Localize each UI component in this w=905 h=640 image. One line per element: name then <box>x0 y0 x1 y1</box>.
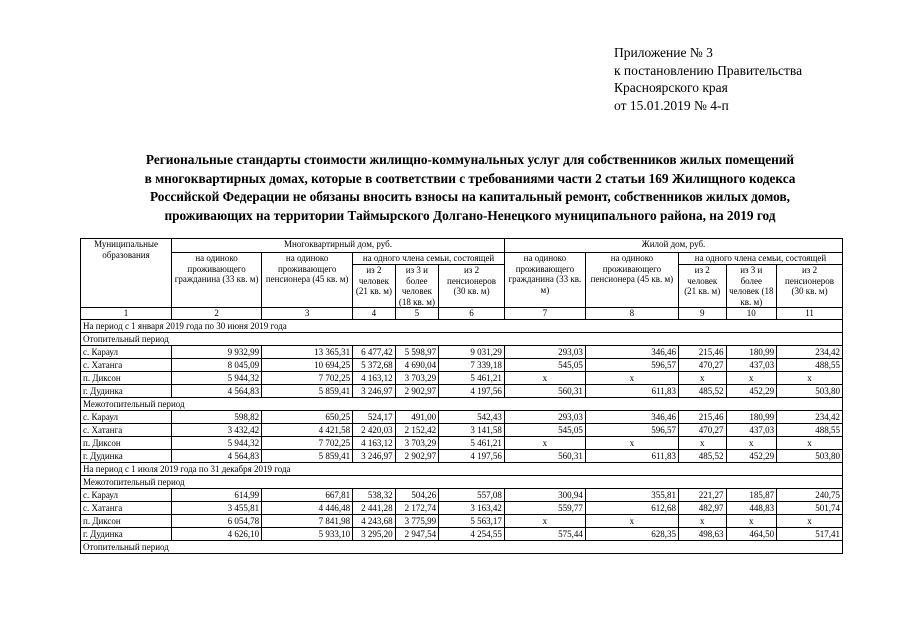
value-cell: 4 243,68 <box>353 514 395 527</box>
municipality-cell: с. Хатанга <box>81 501 172 514</box>
municipality-cell: п. Диксон <box>81 514 172 527</box>
value-cell: 221,27 <box>678 488 726 501</box>
value-cell: 234,42 <box>777 410 843 423</box>
value-cell: 598,82 <box>172 410 262 423</box>
header-family-member-house: на одного члена семьи, состоящей <box>678 253 842 265</box>
header-family-member: на одного члена семьи, состоящей <box>353 253 505 265</box>
value-cell: 503,80 <box>777 384 843 397</box>
municipality-cell: с. Караул <box>81 410 172 423</box>
header-single-citizen: на одиноко проживающего гражданина (33 кв. м) <box>172 253 262 308</box>
value-cell: 2 902,97 <box>395 449 439 462</box>
header-municipal: Муниципальные образования <box>81 239 172 308</box>
table-row <box>81 514 843 527</box>
column-number: 7 <box>504 308 585 320</box>
value-cell: 355,81 <box>585 488 678 501</box>
municipality-cell: с. Хатанга <box>81 358 172 371</box>
season-row-label: Отопительный период <box>81 332 843 345</box>
value-cell: 491,00 <box>395 410 439 423</box>
value-cell: 180,99 <box>726 410 777 423</box>
value-cell: 485,52 <box>678 449 726 462</box>
value-cell: 293,03 <box>504 345 585 358</box>
column-number: 8 <box>585 308 678 320</box>
value-cell: 2 947,54 <box>395 527 439 540</box>
value-cell: х <box>678 514 726 527</box>
value-cell: 4 197,56 <box>439 449 505 462</box>
value-cell: 650,25 <box>262 410 353 423</box>
value-cell: 501,74 <box>777 501 843 514</box>
value-cell: 5 372,68 <box>353 358 395 371</box>
table-row <box>81 358 843 371</box>
value-cell: 3 163,42 <box>439 501 505 514</box>
municipality-cell: с. Караул <box>81 488 172 501</box>
document-title <box>90 151 850 225</box>
column-number: 6 <box>439 308 505 320</box>
value-cell: 464,50 <box>726 527 777 540</box>
table-row <box>81 449 843 462</box>
value-cell: 4 163,12 <box>353 436 395 449</box>
value-cell: 346,46 <box>585 410 678 423</box>
header-two-pensioners: из 2 пенсионеров (30 кв. м) <box>439 265 505 308</box>
value-cell: 4 626,10 <box>172 527 262 540</box>
header-single-pensioner-house: на одиноко проживающего пенсионера (45 кв. м) <box>585 253 678 308</box>
column-number: 3 <box>262 308 353 320</box>
value-cell: 542,43 <box>439 410 505 423</box>
column-number: 4 <box>353 308 395 320</box>
value-cell: х <box>504 371 585 384</box>
period-row-label: На период с 1 января 2019 года по 30 июня 2019 года <box>81 319 843 332</box>
header-three-more-house: из 3 и более человек (18 кв. м) <box>726 265 777 308</box>
value-cell: 3 775,99 <box>395 514 439 527</box>
value-cell: х <box>726 371 777 384</box>
header-three-more: из 3 и более человек (18 кв. м) <box>395 265 439 308</box>
value-cell: 628,35 <box>585 527 678 540</box>
value-cell: х <box>777 371 843 384</box>
value-cell: 5 933,10 <box>262 527 353 540</box>
value-cell: 3 455,81 <box>172 501 262 514</box>
title-line: в многоквартирных домах, которые в соответствии с требованиями части 2 статьи 169 Жилищного кодекса <box>144 170 796 186</box>
value-cell: 7 702,25 <box>262 371 353 384</box>
municipality-cell: п. Диксон <box>81 371 172 384</box>
period-row <box>81 462 843 475</box>
appendix-line: Приложение № 3 <box>614 45 713 60</box>
value-cell: х <box>504 436 585 449</box>
value-cell: 5 461,21 <box>439 436 505 449</box>
value-cell: 4 690,04 <box>395 358 439 371</box>
value-cell: 596,57 <box>585 358 678 371</box>
value-cell: х <box>504 514 585 527</box>
value-cell: 240,75 <box>777 488 843 501</box>
value-cell: 611,83 <box>585 449 678 462</box>
season-row <box>81 332 843 345</box>
value-cell: 612,68 <box>585 501 678 514</box>
header-single-pensioner: на одиноко проживающего пенсионера (45 кв. м) <box>262 253 353 308</box>
column-number: 10 <box>726 308 777 320</box>
municipality-cell: с. Караул <box>81 345 172 358</box>
value-cell: 3 141,58 <box>439 423 505 436</box>
value-cell: х <box>777 436 843 449</box>
season-row-label: Отопительный период <box>81 540 843 553</box>
value-cell: 596,57 <box>585 423 678 436</box>
column-number: 11 <box>777 308 843 320</box>
header-two-people: из 2 человек (21 кв. м) <box>353 265 395 308</box>
value-cell: 2 420,03 <box>353 423 395 436</box>
season-row <box>81 475 843 488</box>
value-cell: 6 477,42 <box>353 345 395 358</box>
value-cell: 7 339,18 <box>439 358 505 371</box>
table-body <box>81 319 843 553</box>
header-single-citizen-house: на одиноко проживающего гражданина (33 кв. м) <box>504 253 585 308</box>
table-row <box>81 384 843 397</box>
value-cell: 437,03 <box>726 423 777 436</box>
value-cell: 545,05 <box>504 358 585 371</box>
value-cell: 5 944,32 <box>172 436 262 449</box>
value-cell: 4 197,56 <box>439 384 505 397</box>
value-cell: 545,05 <box>504 423 585 436</box>
value-cell: 485,52 <box>678 384 726 397</box>
header-two-people-house: из 2 человек (21 кв. м) <box>678 265 726 308</box>
season-row <box>81 397 843 410</box>
value-cell: 557,08 <box>439 488 505 501</box>
value-cell: х <box>585 436 678 449</box>
standards-table <box>80 238 843 554</box>
value-cell: 346,46 <box>585 345 678 358</box>
column-number: 1 <box>81 308 172 320</box>
value-cell: 575,44 <box>504 527 585 540</box>
value-cell: 180,99 <box>726 345 777 358</box>
value-cell: 614,99 <box>172 488 262 501</box>
municipality-cell: г. Дудинка <box>81 527 172 540</box>
title-line: проживающих на территории Таймырского Долгано-Ненецкого муниципального района, на 2019 год <box>164 207 776 223</box>
value-cell: 300,94 <box>504 488 585 501</box>
column-number: 9 <box>678 308 726 320</box>
appendix-block <box>614 44 802 114</box>
value-cell: 215,46 <box>678 410 726 423</box>
value-cell: 6 054,78 <box>172 514 262 527</box>
table-row <box>81 488 843 501</box>
value-cell: 488,55 <box>777 423 843 436</box>
value-cell: 611,83 <box>585 384 678 397</box>
value-cell: 448,83 <box>726 501 777 514</box>
column-number: 2 <box>172 308 262 320</box>
appendix-line: Красноярского края <box>614 80 728 95</box>
value-cell: 4 163,12 <box>353 371 395 384</box>
title-line: Региональные стандарты стоимости жилищно-коммунальных услуг для собственников жилых помещений <box>145 152 795 167</box>
value-cell: 2 441,28 <box>353 501 395 514</box>
table-row <box>81 371 843 384</box>
title-line: Российской Федерации не обязаны вносить взносы на капитальный ремонт, собственников жилых домов, <box>150 189 790 205</box>
value-cell: х <box>777 514 843 527</box>
value-cell: 3 703,29 <box>395 436 439 449</box>
table-row <box>81 527 843 540</box>
appendix-line: от 15.01.2019 № 4-п <box>614 97 729 113</box>
value-cell: 498,63 <box>678 527 726 540</box>
value-cell: х <box>678 436 726 449</box>
value-cell: х <box>585 371 678 384</box>
value-cell: 560,31 <box>504 384 585 397</box>
value-cell: 482,97 <box>678 501 726 514</box>
appendix-line: к постановлению Правительства <box>614 62 803 78</box>
value-cell: х <box>726 514 777 527</box>
value-cell: 452,29 <box>726 449 777 462</box>
table-row <box>81 410 843 423</box>
value-cell: 4 446,48 <box>262 501 353 514</box>
value-cell: 3 246,97 <box>353 449 395 462</box>
value-cell: 452,29 <box>726 384 777 397</box>
value-cell: 5 944,32 <box>172 371 262 384</box>
value-cell: 9 031,29 <box>439 345 505 358</box>
value-cell: 3 703,29 <box>395 371 439 384</box>
value-cell: 4 254,55 <box>439 527 505 540</box>
municipality-cell: с. Хатанга <box>81 423 172 436</box>
value-cell: 2 902,97 <box>395 384 439 397</box>
value-cell: 7 702,25 <box>262 436 353 449</box>
value-cell: 470,27 <box>678 358 726 371</box>
value-cell: х <box>678 371 726 384</box>
value-cell: 3 295,20 <box>353 527 395 540</box>
season-row <box>81 540 843 553</box>
value-cell: 215,46 <box>678 345 726 358</box>
table-row <box>81 436 843 449</box>
value-cell: 470,27 <box>678 423 726 436</box>
value-cell: 3 246,97 <box>353 384 395 397</box>
value-cell: 3 432,42 <box>172 423 262 436</box>
value-cell: 5 859,41 <box>262 384 353 397</box>
value-cell: 9 932,99 <box>172 345 262 358</box>
value-cell: 504,26 <box>395 488 439 501</box>
value-cell: 559,77 <box>504 501 585 514</box>
period-row-label: На период с 1 июля 2019 года по 31 декабря 2019 года <box>81 462 843 475</box>
value-cell: 4 564,83 <box>172 384 262 397</box>
season-row-label: Межотопительный период <box>81 397 843 410</box>
value-cell: х <box>726 436 777 449</box>
value-cell: 437,03 <box>726 358 777 371</box>
value-cell: 517,41 <box>777 527 843 540</box>
value-cell: 5 598,97 <box>395 345 439 358</box>
value-cell: 7 841,98 <box>262 514 353 527</box>
header-apartment: Многоквартирный дом, руб. <box>172 239 505 253</box>
value-cell: 488,55 <box>777 358 843 371</box>
municipality-cell: г. Дудинка <box>81 449 172 462</box>
value-cell: 293,03 <box>504 410 585 423</box>
value-cell: 8 045,09 <box>172 358 262 371</box>
value-cell: 234,42 <box>777 345 843 358</box>
season-row-label: Межотопительный период <box>81 475 843 488</box>
value-cell: 5 859,41 <box>262 449 353 462</box>
value-cell: 185,87 <box>726 488 777 501</box>
value-cell: 13 365,31 <box>262 345 353 358</box>
value-cell: 2 172,74 <box>395 501 439 514</box>
header-two-pensioners-house: из 2 пенсионеров (30 кв. м) <box>777 265 843 308</box>
column-number: 5 <box>395 308 439 320</box>
value-cell: 5 563,17 <box>439 514 505 527</box>
header-house: Жилой дом, руб. <box>504 239 842 253</box>
value-cell: 2 152,42 <box>395 423 439 436</box>
table-row <box>81 423 843 436</box>
value-cell: 667,81 <box>262 488 353 501</box>
table-row <box>81 345 843 358</box>
value-cell: 5 461,21 <box>439 371 505 384</box>
value-cell: 10 694,25 <box>262 358 353 371</box>
period-row <box>81 319 843 332</box>
value-cell: х <box>585 514 678 527</box>
value-cell: 538,32 <box>353 488 395 501</box>
value-cell: 4 421,58 <box>262 423 353 436</box>
municipality-cell: п. Диксон <box>81 436 172 449</box>
value-cell: 4 564,83 <box>172 449 262 462</box>
value-cell: 503,80 <box>777 449 843 462</box>
value-cell: 560,31 <box>504 449 585 462</box>
table-row <box>81 501 843 514</box>
value-cell: 524,17 <box>353 410 395 423</box>
municipality-cell: г. Дудинка <box>81 384 172 397</box>
